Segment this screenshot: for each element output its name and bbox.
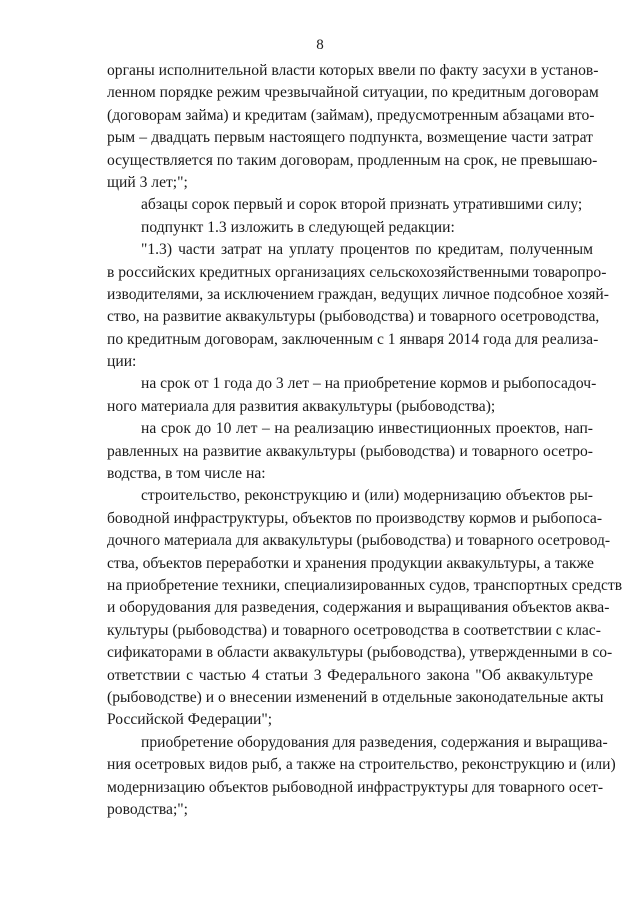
text-line: (рыбоводстве) и о внесении изменений в отдельные законодательные акты [107, 688, 604, 706]
text-line: рым – двадцать первым настоящего подпункта, возмещение части затрат [107, 129, 593, 147]
text-line: в российских кредитных организациях сельскохозяйственными товаропро- [107, 263, 607, 281]
text-line: дочного материала для аквакультуры (рыбоводства) и товарного осетровод- [107, 532, 611, 550]
text-line: роводства;"; [107, 800, 188, 818]
text-line: "1.3) части затрат на уплату процентов по кредитам, полученным [141, 241, 593, 259]
text-line: ства, объектов переработки и хранения продукции аквакультуры, а также [107, 554, 594, 572]
text-line: Российской Федерации"; [107, 711, 273, 729]
text-line: ленном порядке режим чрезвычайной ситуации, по кредитным договорам [107, 84, 599, 102]
text-line: абзацы сорок первый и сорок второй признать утратившими силу; [141, 196, 583, 214]
text-line: строительство, реконструкцию и (или) модернизацию объектов ры- [141, 487, 593, 505]
text-line: органы исполнительной власти которых ввели по факту засухи в установ- [107, 62, 599, 79]
page-number: 8 [316, 37, 324, 53]
text-line: ния осетровых видов рыб, а также на строительство, реконструкцию и (или) [107, 756, 616, 774]
text-line: ции: [107, 353, 137, 371]
document-body [107, 60, 623, 821]
text-line: модернизацию объектов рыбоводной инфраструктуры для товарного осет- [107, 778, 604, 796]
text-line: культуры (рыбоводства) и товарного осетроводства в соответствии с клас- [107, 621, 601, 639]
text-line: на срок до 10 лет – на реализацию инвестиционных проектов, нап- [141, 420, 593, 438]
text-line: ство, на развитие аквакультуры (рыбоводства) и товарного осетроводства, [107, 308, 600, 326]
text-line: ответствии с частью 4 статьи 3 Федерального закона "Об аквакультуре [107, 666, 593, 684]
text-line: равленных на развитие аквакультуры (рыбоводства) и товарного осетро- [107, 442, 593, 460]
text-line: приобретение оборудования для разведения, содержания и выращива- [141, 733, 608, 751]
text-line: щий 3 лет;"; [107, 173, 188, 191]
text-line: подпункт 1.3 изложить в следующей редакции: [141, 218, 455, 236]
text-line: на срок от 1 года до 3 лет – на приобретение кормов и рыбопосадоч- [141, 375, 597, 393]
text-line: сификаторами в области аквакультуры (рыбоводства), утвержденными в со- [107, 644, 613, 662]
text-line: и оборудования для разведения, содержания и выращивания объектов аква- [107, 599, 610, 617]
text-line: водства, в том числе на: [107, 465, 266, 483]
text-line: на приобретение техники, специализированных судов, транспортных средств [107, 576, 623, 594]
text-line: (договорам займа) и кредитам (займам), предусмотренным абзацами вто- [107, 106, 595, 124]
text-line: по кредитным договорам, заключенным с 1 января 2014 года для реализа- [107, 330, 599, 348]
text-line: боводной инфраструктуры, объектов по производству кормов и рыбопоса- [107, 509, 603, 527]
text-line: осуществляется по таким договорам, продленным на срок, не превышаю- [107, 151, 598, 169]
text-line: ного материала для развития аквакультуры (рыбоводства); [107, 397, 496, 415]
text-line: изводителями, за исключением граждан, ведущих личное подсобное хозяй- [107, 285, 609, 303]
